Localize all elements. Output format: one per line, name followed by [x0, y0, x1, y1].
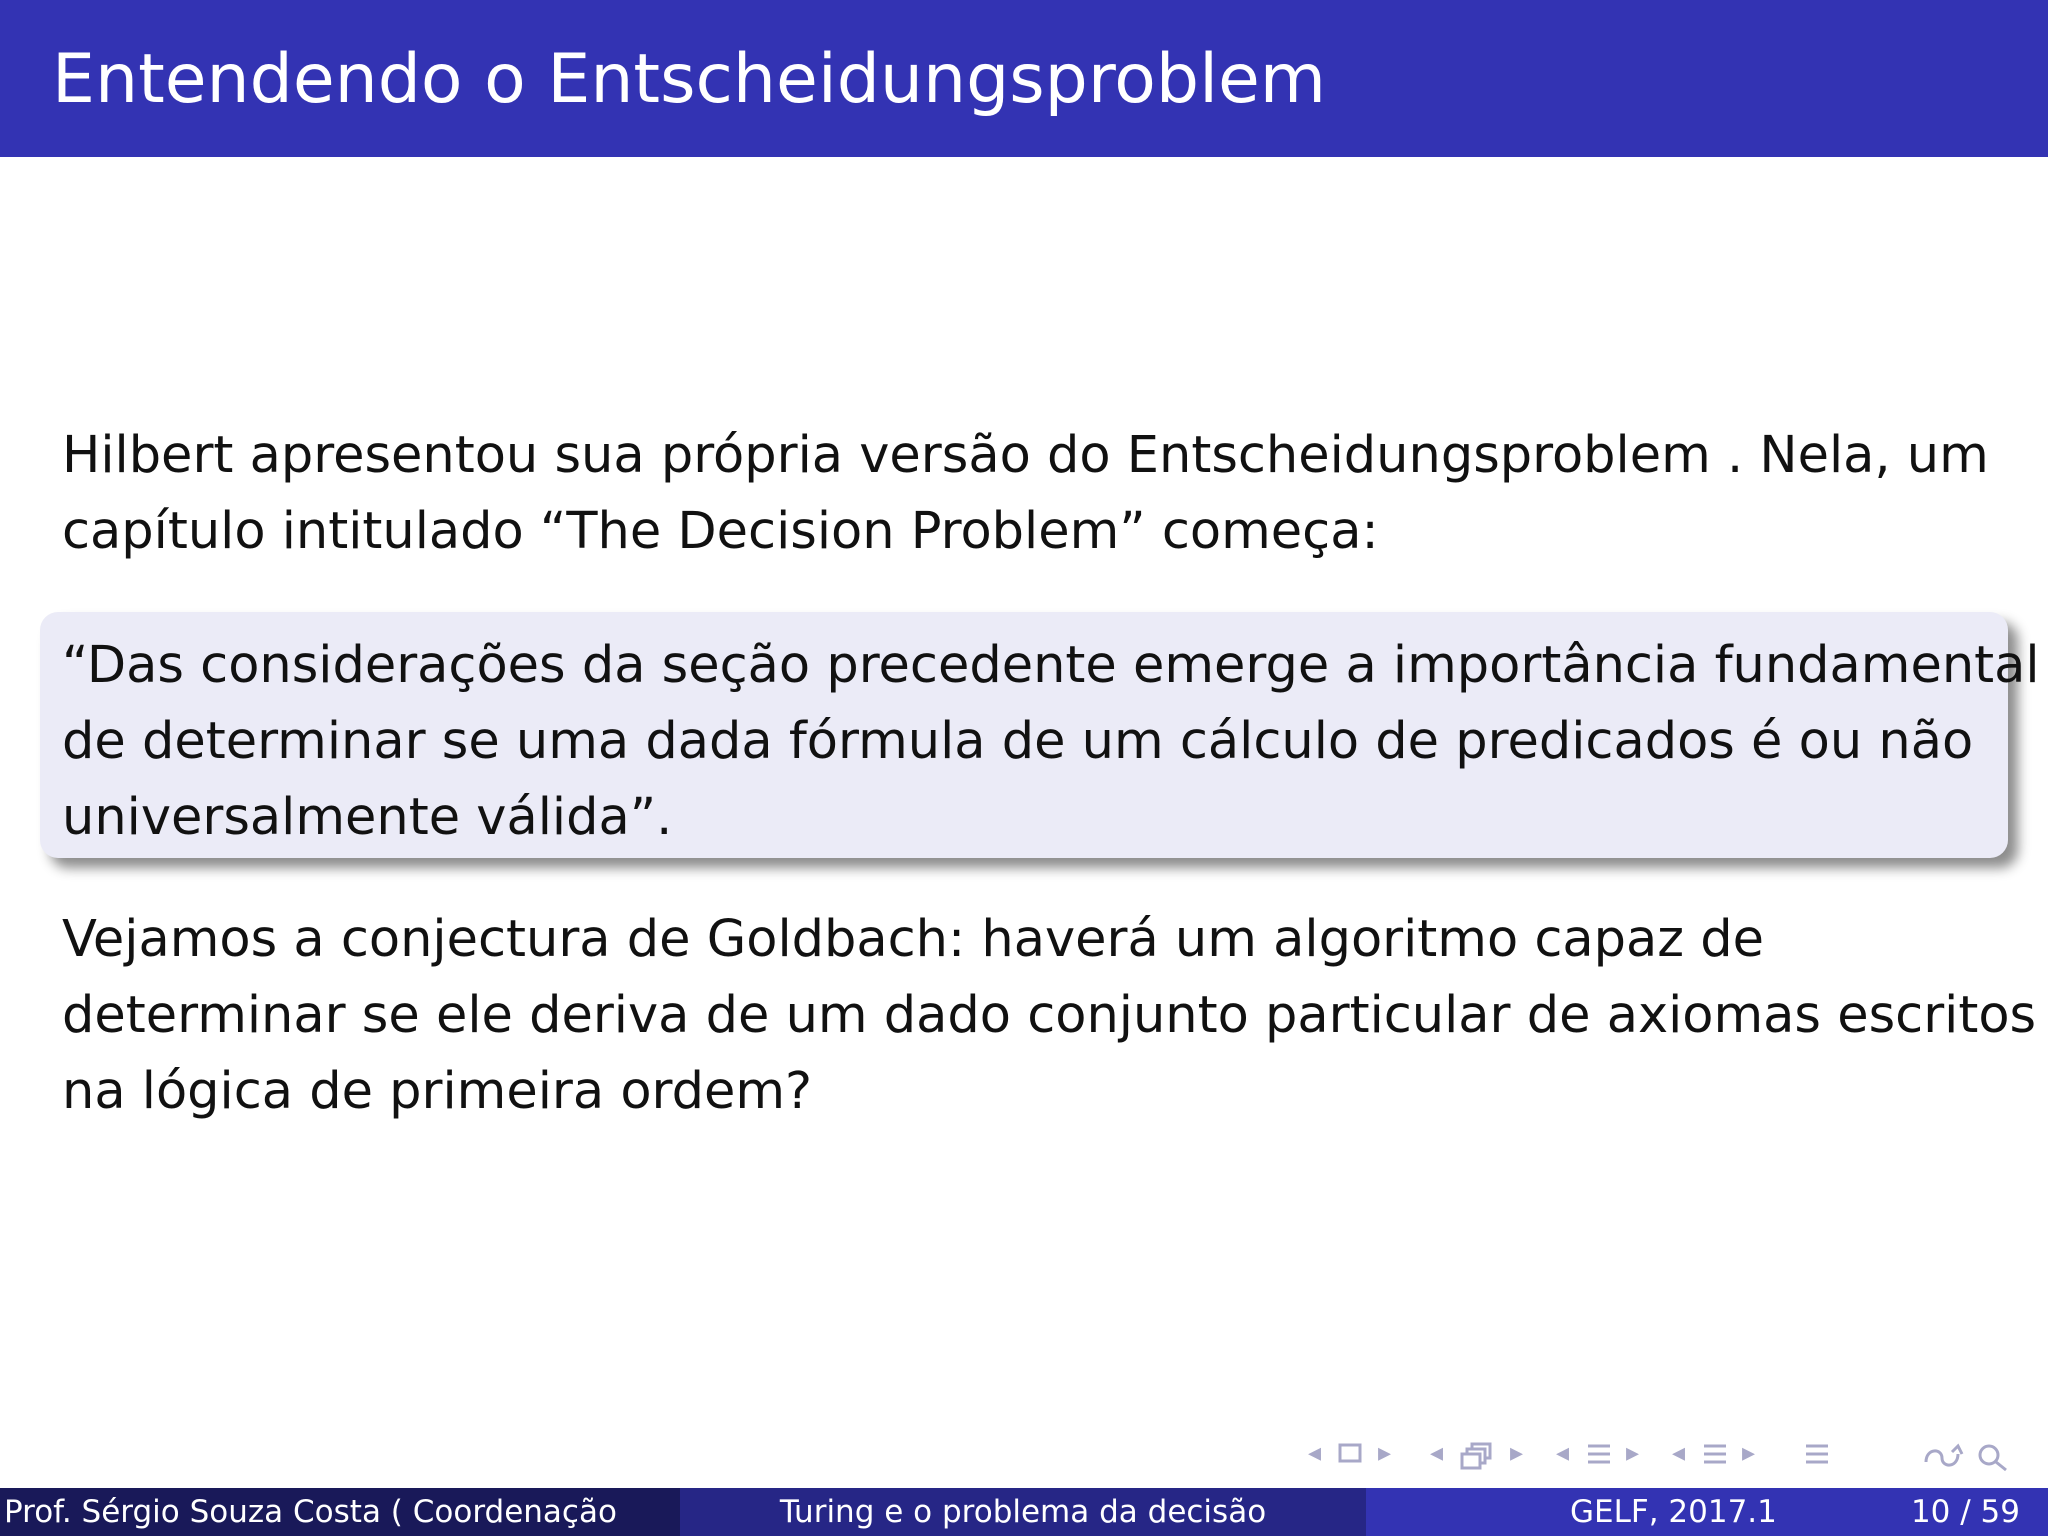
- section-prev-icon[interactable]: ◂: [1556, 1438, 1570, 1468]
- goldbach-line: determinar se ele deriva de um dado conjunto particular de axiomas escritos: [62, 986, 2037, 1045]
- quote-text: [62, 628, 2040, 856]
- frame-icon[interactable]: [1338, 1442, 1364, 1464]
- subsection2-prev-icon[interactable]: ◂: [1672, 1438, 1686, 1468]
- subsection-next-icon[interactable]: ▸: [1510, 1438, 1524, 1468]
- subsection2-next-icon[interactable]: ▸: [1742, 1438, 1756, 1468]
- subsection2-icon[interactable]: [1702, 1442, 1728, 1470]
- intro-line: capítulo intitulado “The Decision Problem” começa:: [62, 502, 1379, 561]
- section-next-icon[interactable]: ▸: [1626, 1438, 1640, 1468]
- footer-talk-title: Turing e o problema da decisão: [680, 1488, 1366, 1536]
- footer-author: Prof. Sérgio Souza Costa ( Coordenação: [0, 1488, 680, 1536]
- footer-info: [1366, 1488, 2048, 1536]
- footer-page-number: 10 / 59: [1910, 1494, 2020, 1530]
- goldbach-line: Vejamos a conjectura de Goldbach: haverá um algoritmo capaz de: [62, 910, 1765, 969]
- subsection-icon[interactable]: [1460, 1442, 1494, 1472]
- section-icon[interactable]: [1586, 1442, 1612, 1470]
- quote-line: de determinar se uma dada fórmula de um cálculo de predicados é ou não: [62, 712, 1974, 771]
- quote-line: “Das considerações da seção precedente emerge a importância fundamental: [62, 636, 2040, 695]
- slide-title: Entendendo o Entscheidungsproblem: [52, 40, 1327, 119]
- quote-line: universalmente válida”.: [62, 788, 673, 847]
- search-icon[interactable]: [1976, 1442, 2010, 1472]
- title-bar: [0, 0, 2048, 157]
- toc-icon[interactable]: [1804, 1442, 1830, 1470]
- subsection-prev-icon[interactable]: ◂: [1430, 1438, 1444, 1468]
- intro-paragraph: [62, 418, 2002, 570]
- goldbach-line: na lógica de primeira ordem?: [62, 1062, 813, 1121]
- intro-line: Hilbert apresentou sua própria versão do Entscheidungsproblem . Nela, um: [62, 426, 1989, 485]
- goldbach-paragraph: [62, 902, 2037, 1130]
- footer-bar: [0, 1488, 2048, 1536]
- frame-next-icon[interactable]: ▸: [1378, 1438, 1392, 1468]
- beamer-navigation: [1300, 1438, 2040, 1478]
- footer-date: GELF, 2017.1: [1570, 1494, 1777, 1530]
- frame-prev-icon[interactable]: ◂: [1308, 1438, 1322, 1468]
- back-icon[interactable]: [1922, 1442, 1966, 1472]
